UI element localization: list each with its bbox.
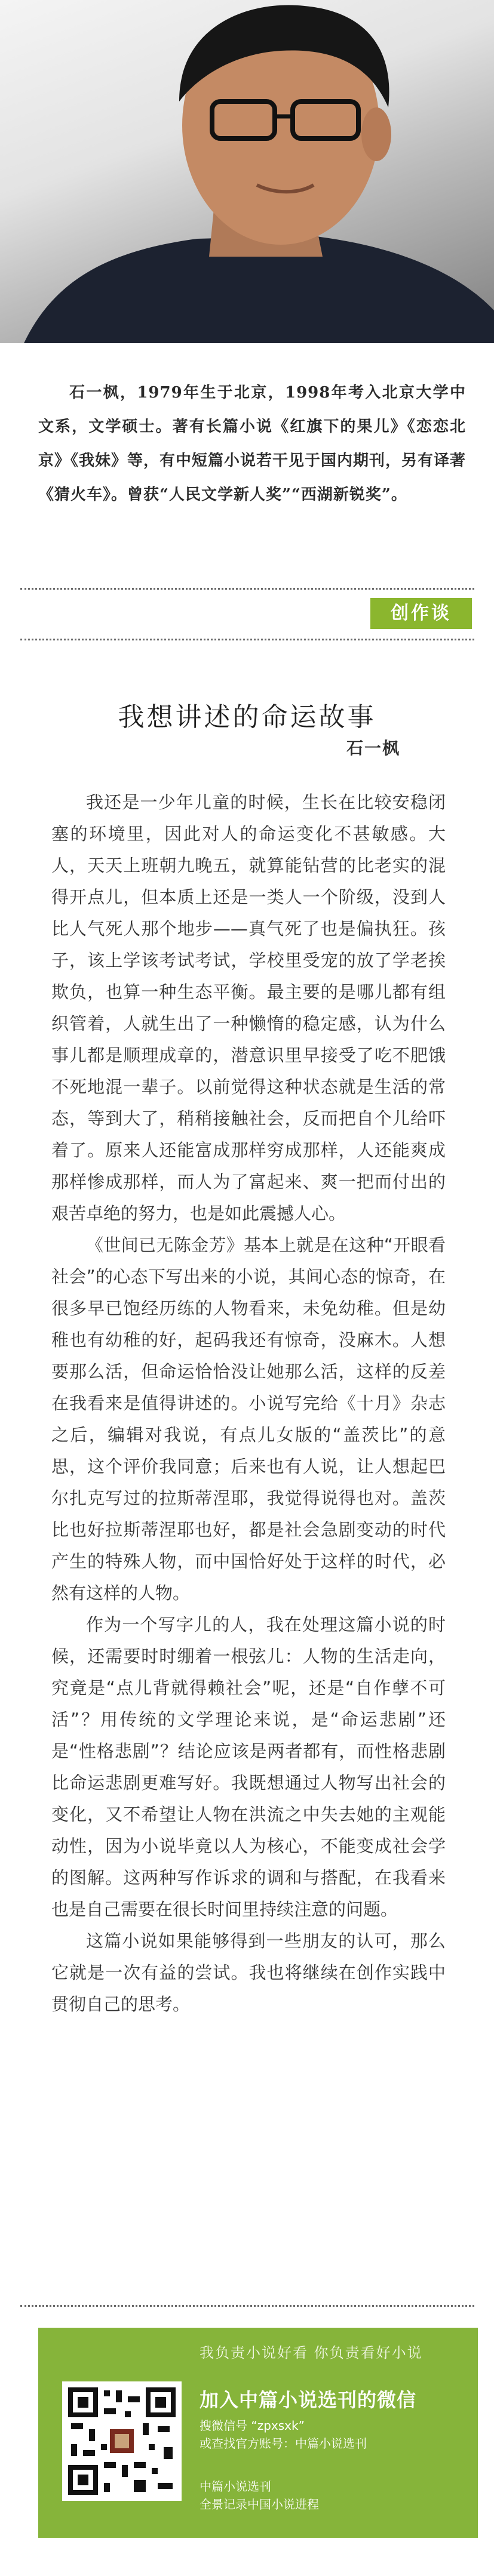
footer-brand-tagline: 全景记录中国小说进程 [200, 2497, 319, 2512]
bio-divider [20, 588, 474, 590]
footer-wechat-id: 搜微信号 “zpxsxk” [200, 2418, 305, 2433]
section-divider [20, 639, 474, 640]
section-tag: 创作谈 [370, 598, 472, 629]
footer-official-account: 或查找官方账号：中篇小说选刊 [200, 2436, 367, 2451]
footer-brand-name: 中篇小说选刊 [200, 2479, 271, 2494]
footer-slogan: 我负责小说好看 你负责看好小说 [200, 2344, 423, 2361]
footer-headline: 加入中篇小说选刊的微信 [200, 2389, 417, 2411]
author-bio: 石一枫，1979年生于北京，1998年考入北京大学中文系，文学硕士。著有长篇小说《红旗下的果儿》《恋恋北京》《我妹》等，有中短篇小说若干见于国内期刊，另有译著《猜火车》。曾获“人民文学新人奖”“西湖新锐奖”。 [38, 384, 467, 504]
article-paragraph: 作为一个写字儿的人，我在处理这篇小说的时候，还需要时时绷着一根弦儿：人物的生活走向，究竟是“点儿背就得赖社会”呢，还是“自作孽不可活”？用传统的文学理论来说，是“命运悲剧”还是“性格悲剧”？结论应该是两者都有，而性格悲剧比命运悲剧更难写好。我既想通过人物写出社会的变化，又不希望让人物在洪流之中失去她的主观能动性，因为小说毕竟以人为核心，不能变成社会学的图解。这两种写作诉求的调和与搭配，在我看来也是自己需要在很长时间里持续注意的问题。 [51, 1614, 446, 1919]
footer-divider [20, 2305, 474, 2307]
article-author: 石一枫 [346, 738, 401, 758]
article-title: 我想讲述的命运故事 [118, 702, 376, 732]
article-paragraph: 这篇小说如果能够得到一些朋友的认可，那么它就是一次有益的尝试。我也将继续在创作实践中贯彻自己的思考。 [51, 1931, 446, 2014]
qr-code-icon [68, 2387, 176, 2495]
author-portrait-image [0, 0, 494, 343]
author-photo [0, 0, 494, 343]
footer-banner [38, 2328, 478, 2538]
qr-code[interactable] [62, 2381, 182, 2501]
article-body [51, 787, 446, 2020]
article-paragraph: 《世间已无陈金芳》基本上就是在这种“开眼看社会”的心态下写出来的小说，其间心态的惊奇，在很多早已饱经历练的人物看来，未免幼稚。但是幼稚也有幼稚的好，起码我还有惊奇，没麻木。人想要那么活，但命运恰恰没让她那么活，这样的反差在我看来是值得讲述的。小说写完给《十月》杂志之后，编辑对我说，有点儿女版的“盖茨比”的意思，这个评价我同意；后来也有人说，让人想起巴尔扎克写过的拉斯蒂涅耶，我觉得说得也对。盖茨比也好拉斯蒂涅耶也好，都是社会急剧变动的时代产生的特殊人物，而中国恰好处于这样的时代，必然有这样的人物。 [51, 1235, 446, 1603]
article-paragraph: 我还是一少年儿童的时候，生长在比较安稳闭塞的环境里，因此对人的命运变化不甚敏感。大人，天天上班朝九晚五，就算能钻营的比老实的混得开点儿，但本质上还是一类人一个阶级，没到人比人气死人那个地步——真气死了也是偏执狂。孩子，该上学该考试考试，学校里受宠的放了学老挨欺负，也算一种生态平衡。最主要的是哪儿都有组织管着，人就生出了一种懒惰的稳定感，认为什么事儿都是顺理成章的，潜意识里早接受了吃不肥饿不死地混一辈子。以前觉得这种状态就是生活的常态，等到大了，稍稍接触社会，反而把自个儿给吓着了。原来人还能富成那样穷成那样，人还能爽成那样惨成那样，而人为了富起来、爽一把而付出的艰苦卓绝的努力，也是如此震撼人心。 [51, 792, 446, 1224]
